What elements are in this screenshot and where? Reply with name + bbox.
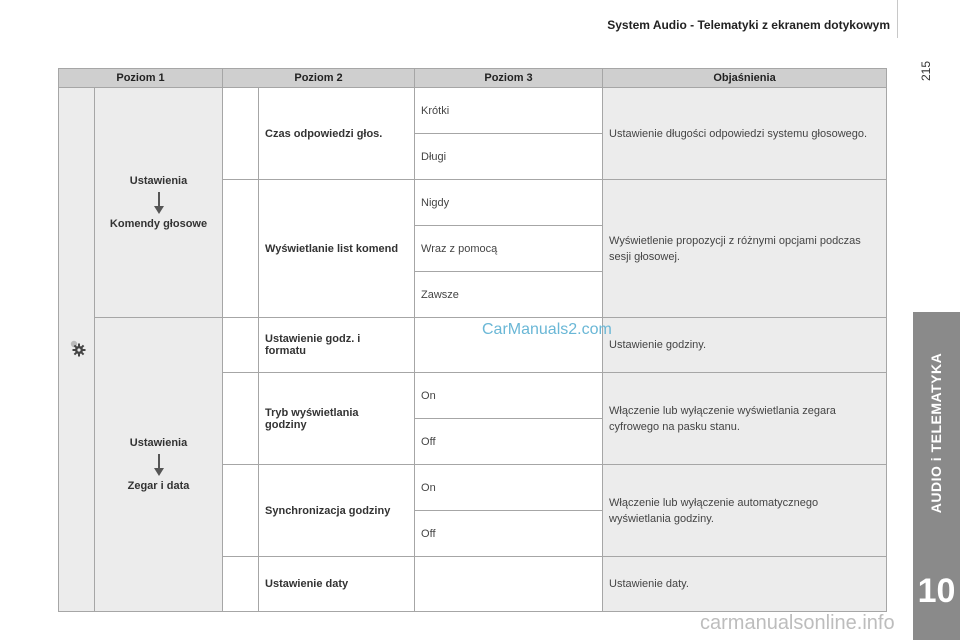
spacer-cell bbox=[223, 88, 259, 180]
level2-clock-mode bbox=[259, 373, 415, 465]
description-response-time: Ustawienie długości odpowiedzi systemu głosowego. bbox=[603, 88, 887, 180]
header-level3: Poziom 3 bbox=[415, 69, 603, 88]
empty-level3-cell bbox=[415, 557, 603, 612]
arrow-down-icon bbox=[154, 192, 164, 214]
option-short: Krótki bbox=[415, 88, 603, 134]
arrow-down-icon bbox=[154, 454, 164, 476]
option-always: Zawsze bbox=[415, 272, 603, 318]
spacer-cell bbox=[223, 465, 259, 557]
level2-clock-mode-text: Tryb wyświetlania godziny bbox=[265, 406, 359, 431]
option-with-help: Wraz z pomocą bbox=[415, 226, 603, 272]
option-long: Długi bbox=[415, 134, 603, 180]
level2-time-format bbox=[259, 318, 415, 373]
spacer-cell bbox=[223, 180, 259, 318]
level2-time-format-text: Ustawienie godz. i formatu bbox=[265, 333, 361, 357]
table-row bbox=[59, 318, 887, 373]
description-command-list: Wyświetlenie propozycji z różnymi opcjami podczas sesji głosowej. bbox=[603, 180, 887, 318]
spacer-cell bbox=[223, 373, 259, 465]
option-on: On bbox=[415, 373, 603, 419]
group-title: Ustawienia bbox=[129, 174, 188, 187]
level2-command-list: Wyświetlanie list komend bbox=[259, 180, 415, 318]
option-off: Off bbox=[415, 511, 603, 557]
group-clock-date bbox=[95, 318, 223, 612]
page-number: 215 bbox=[919, 60, 933, 82]
level2-response-time: Czas odpowiedzi głos. bbox=[259, 88, 415, 180]
table-header-row bbox=[59, 69, 887, 88]
spacer-cell bbox=[223, 557, 259, 612]
table-row bbox=[59, 88, 887, 134]
header-level1: Poziom 1 bbox=[59, 69, 223, 88]
header-divider bbox=[897, 0, 898, 38]
chapter-side-label: AUDIO i TELEMATYKA bbox=[928, 352, 945, 513]
header-description: Objaśnienia bbox=[603, 69, 887, 88]
settings-table bbox=[58, 68, 887, 612]
watermark-text: CarManuals2.com bbox=[482, 321, 612, 338]
level2-date: Ustawienie daty bbox=[259, 557, 415, 612]
page-header-title: System Audio - Telematyki z ekranem dotykowym bbox=[607, 18, 890, 32]
option-on: On bbox=[415, 465, 603, 511]
group-voice-commands bbox=[95, 88, 223, 318]
chapter-number: 10 bbox=[917, 572, 956, 610]
description-time-sync: Włączenie lub wyłączenie automatycznego wyświetlania godziny. bbox=[603, 465, 887, 557]
settings-icon-cell bbox=[59, 88, 95, 612]
gear-icon bbox=[67, 338, 87, 358]
description-date: Ustawienie daty. bbox=[603, 557, 887, 612]
spacer-cell bbox=[223, 318, 259, 373]
group-subtitle: Komendy głosowe bbox=[109, 217, 208, 230]
group-title: Ustawienia bbox=[129, 436, 188, 449]
description-time-format: Ustawienie godziny. bbox=[603, 318, 887, 373]
level2-time-sync: Synchronizacja godziny bbox=[259, 465, 415, 557]
footer-watermark: carmanualsonline.info bbox=[700, 612, 895, 634]
header-level2: Poziom 2 bbox=[223, 69, 415, 88]
group-subtitle: Zegar i data bbox=[127, 479, 190, 492]
option-never: Nigdy bbox=[415, 180, 603, 226]
chapter-side-label-wrap bbox=[913, 290, 960, 575]
option-off: Off bbox=[415, 419, 603, 465]
description-clock-mode: Włączenie lub wyłączenie wyświetlania zegara cyfrowego na pasku stanu. bbox=[603, 373, 887, 465]
